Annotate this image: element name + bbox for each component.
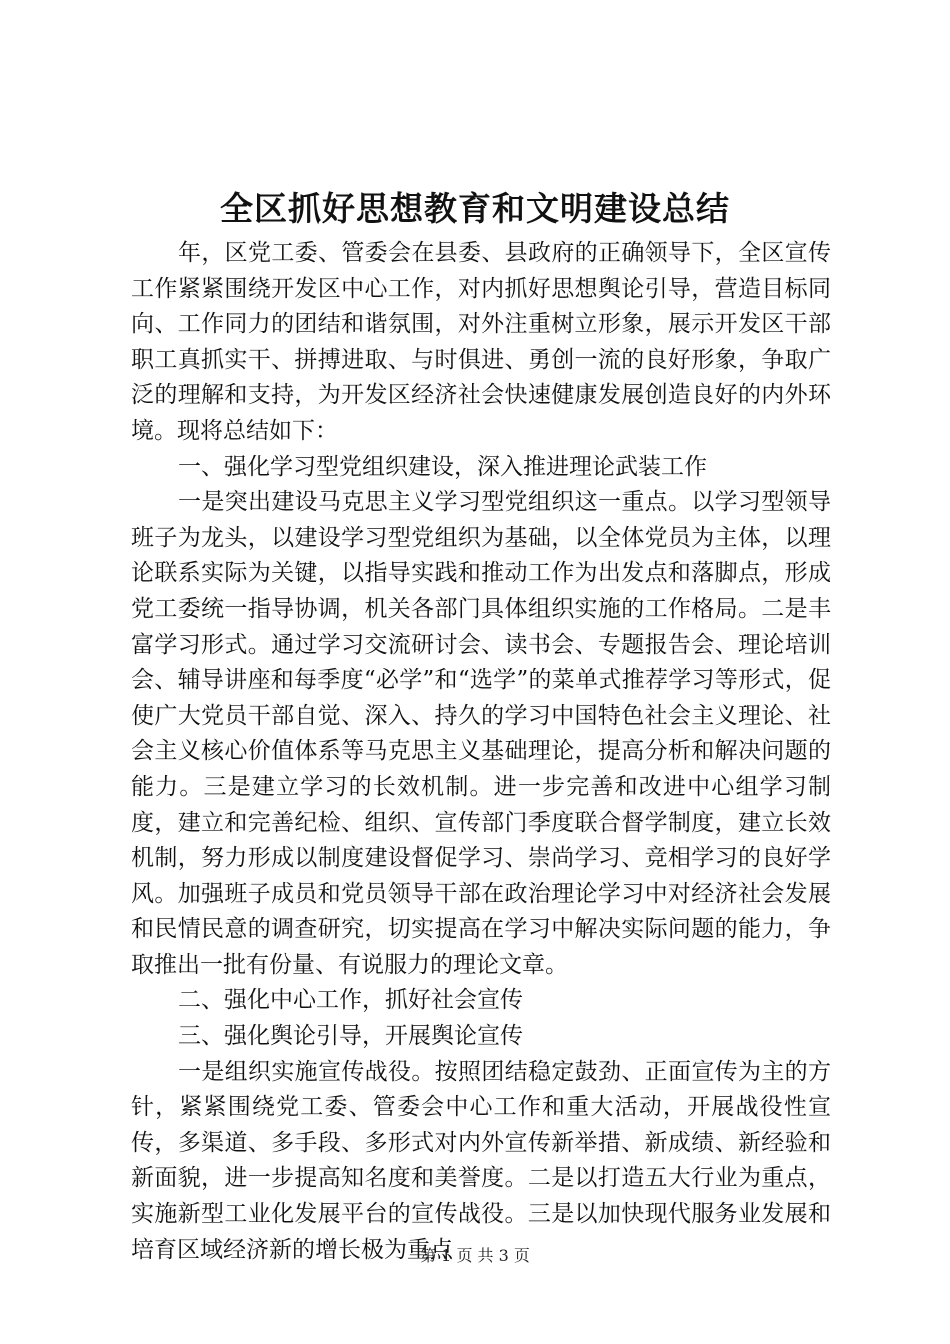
section-heading-1: 一、强化学习型党组织建设，深入推进理论武装工作 (178, 453, 707, 480)
page-number-label: 第 1 页 共 3 页 (420, 1246, 530, 1265)
document-title: 全区抓好思想教育和文明建设总结 (220, 189, 730, 228)
section-heading-3: 三、强化舆论引导，开展舆论宣传 (178, 1023, 523, 1050)
section-heading-2: 二、强化中心工作，抓好社会宣传 (178, 987, 523, 1014)
intro-paragraph: 年，区党工委、管委会在县委、县政府的正确领导下，全区宣传工作紧紧围绕开发区中心工作，对内抓好思想舆论引导，营造目标同向、工作同力的团结和谐氛围，对外注重树立形象，展示开发区干部职工真抓实干、拼搏进取、与时俱进、勇创一流的良好形象，争取广泛的理解和支持，为开发区经济社会快速健康发展创造良好的内外环境。现将总结如下： (131, 240, 831, 444)
section-1-paragraph: 一是突出建设马克思主义学习型党组织这一重点。以学习型领导班子为龙头，以建设学习型党组织为基础，以全体党员为主体，以理论联系实际为关键，以指导实践和推动工作为出发点和落脚点，形成党工委统一指导协调，机关各部门具体组织实施的工作格局。二是丰富学习形式。通过学习交流研讨会、读书会、专题报告会、理论培训会、辅导讲座和每季度“必学”和“选学”的菜单式推荐学习等形式，促使广大党员干部自觉、深入、持久的学习中国特色社会主义理论、社会主义核心价值体系等马克思主义基础理论，提高分析和解决问题的能力。三是建立学习的长效机制。进一步完善和改进中心组学习制度，建立和完善纪检、组织、宣传部门季度联合督学制度，建立长效机制，努力形成以制度建设督促学习、崇尚学习、竞相学习的良好学风。加强班子成员和党员领导干部在政治理论学习中对经济社会发展和民情民意的调查研究，切实提高在学习中解决实际问题的能力，争取推出一批有份量、有说服力的理论文章。 (131, 489, 831, 978)
page-footer (0, 1245, 950, 1267)
document-body (131, 236, 831, 1268)
section-3-paragraph: 一是组织实施宣传战役。按照团结稳定鼓劲、正面宣传为主的方针，紧紧围绕党工委、管委会中心工作和重大活动，开展战役性宣传，多渠道、多手段、多形式对内外宣传新举措、新成绩、新经验和新面貌，进一步提高知名度和美誉度。二是以打造五大行业为重点，实施新型工业化发展平台的宣传战役。三是以加快现代服务业发展和培育区域经济新的增长极为重点 (131, 1058, 831, 1263)
